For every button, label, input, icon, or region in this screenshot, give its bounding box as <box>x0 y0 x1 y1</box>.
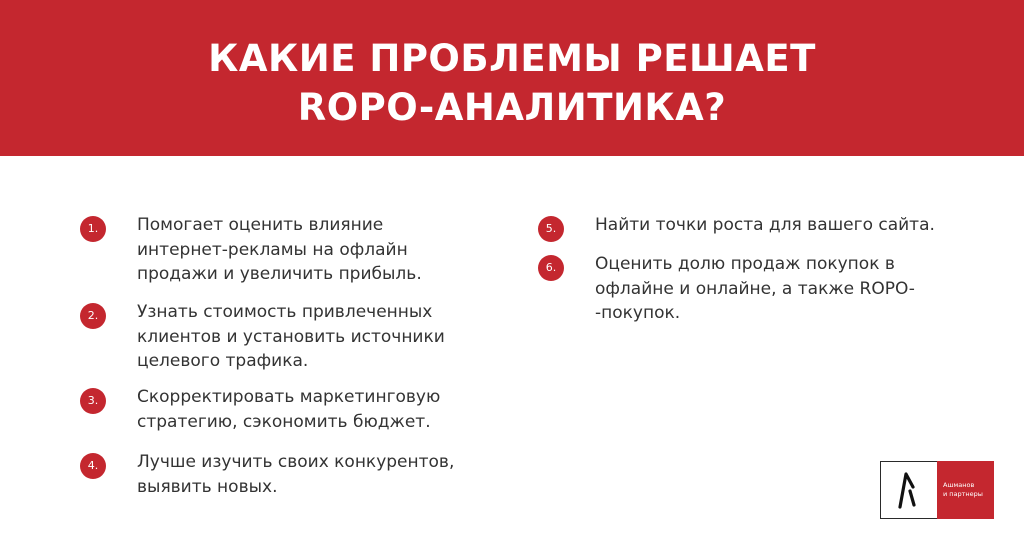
list-item-line: Помогает оценить влияние <box>137 215 384 235</box>
list-item-text <box>137 300 445 374</box>
logo-red-block <box>937 461 994 519</box>
list-item-line: клиентов и установить источники <box>137 326 445 347</box>
list-item-text <box>137 450 454 499</box>
number-badge: 1. <box>80 216 106 242</box>
list-item-line: Скорректировать маркетинговую <box>137 387 441 407</box>
number-badge: 4. <box>80 453 106 479</box>
number-badge: 3. <box>80 388 106 414</box>
list-item-line: Найти точки роста для вашего сайта. <box>595 215 935 235</box>
list-item-text <box>137 213 422 287</box>
list-item-1 <box>80 213 500 288</box>
list-item-2 <box>80 300 500 375</box>
header-banner <box>0 0 1024 156</box>
list-item-text <box>595 213 935 238</box>
list-item-line: продажи и увеличить прибыль. <box>137 264 422 284</box>
list-item-5 <box>538 213 978 243</box>
list-item-line: Узнать стоимость привлеченных <box>137 302 433 322</box>
list-item-line: целевого трафика. <box>137 351 309 371</box>
page-title-line-1: КАКИЕ ПРОБЛЕМЫ РЕШАЕТ <box>208 37 816 80</box>
list-item-line: Оценить долю продаж покупок в <box>595 254 895 274</box>
list-item-line: стратегию, сэкономить бюджет. <box>137 411 431 432</box>
list-item-line: офлайне и онлайне, а также ROPO- <box>595 278 915 299</box>
number-badge: 2. <box>80 303 106 329</box>
number-badge: 6. <box>538 255 564 281</box>
logo-text <box>943 481 983 499</box>
list-item-text <box>595 252 915 326</box>
list-item-line: интернет-рекламы на офлайн <box>137 239 408 260</box>
list-item-line: Лучше изучить своих конкурентов, <box>137 452 455 472</box>
logo-text-line: Ашманов <box>943 481 975 489</box>
list-item-4 <box>80 450 500 500</box>
number-badge: 5. <box>538 216 564 242</box>
company-logo <box>880 461 994 519</box>
list-item-line: выявить новых. <box>137 476 278 497</box>
list-item-line: -покупок. <box>595 303 681 323</box>
page-title <box>0 34 1024 132</box>
list-item-text <box>137 385 440 434</box>
list-item-3 <box>80 385 500 435</box>
page-title-line-2: ROPO-АНАЛИТИКА? <box>297 86 727 129</box>
logo-text-line: и партнеры <box>943 490 983 498</box>
ashmanov-logo-icon <box>893 467 927 513</box>
list-item-6 <box>538 252 978 327</box>
